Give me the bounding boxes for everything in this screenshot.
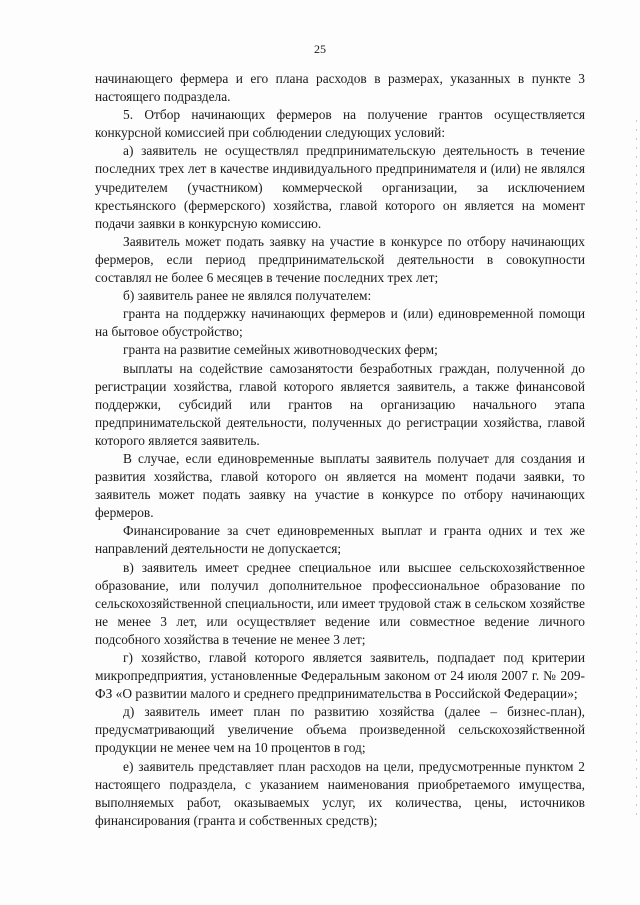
paragraph-condition-d: д) заявитель имеет план по развитию хозяйства (далее – бизнес-план), предусматривающий увеличение объема произведенной сельскохозяйственной продукции не менее чем на 10 процентов в год; — [95, 704, 585, 756]
page-number: 25 — [314, 42, 326, 56]
paragraph-condition-e: е) заявитель представляет план расходов на цели, предусмотренные пунктом 2 настоящего подраздела, с указанием наименования приобретаемого имущества, выполняемых работ, оказываемых услуг, их количества, цены, источников финансирования (гранта и собственных средств); — [95, 758, 585, 828]
paragraph-condition-b-item-1: гранта на поддержку начинающих фермеров и (или) единовременной помощи на бытовое обустройство; — [95, 306, 585, 340]
paragraph-condition-a: а) заявитель не осуществлял предпринимательскую деятельность в течение последних трех лет в качестве индивидуального предпринимателя и (или) не являлся учредителем (участником) коммерческой организации, за исключением крестьянского (фермерского) хозяйства, главой которого он является на момент подачи заявки в конкурсную комиссию. — [95, 143, 585, 231]
scan-edge-mark — [636, 120, 637, 820]
document-body — [95, 70, 585, 830]
paragraph-condition-g: г) хозяйство, главой которого является заявитель, подпадает под критерии микропредприятия, установленные Федеральным законом от 24 июля 2007 г. № 209-ФЗ «О развитии малого и среднего предпринимательства в Российской Федерации»; — [95, 650, 585, 702]
paragraph-condition-a-note: Заявитель может подать заявку на участие в конкурсе по отбору начинающих фермеров, если период предпринимательской деятельности в совокупности составлял не более 6 месяцев в течение последних трех лет; — [95, 233, 585, 286]
paragraph-condition-v: в) заявитель имеет среднее специальное или высшее сельскохозяйственное образование, или получил дополнительное профессиональное образование по сельскохозяйственной специальности, или имеет трудовой стаж в сельском хозяйстве не менее 3 лет, или осуществляет ведение или совместное ведение личного подсобного хозяйства в течение не менее 3 лет; — [95, 559, 585, 647]
paragraph-condition-b-item-2: гранта на развитие семейных животноводческих ферм; — [123, 342, 438, 358]
paragraph-condition-b: б) заявитель ранее не являлся получателем: — [123, 288, 372, 304]
paragraph-clause-5: 5. Отбор начинающих фермеров на получение грантов осуществляется конкурсной комиссией при соблюдении следующих условий: — [95, 107, 585, 141]
paragraph-financing-note: Финансирование за счет единовременных выплат и гранта одних и тех же направлений деятельности не допускается; — [95, 523, 585, 557]
paragraph-single-payments: В случае, если единовременные выплаты заявитель получает для создания и развития хозяйства, главой которого он является на момент подачи заявки, то заявитель может подать заявку на участие в конкурсе по отбору начинающих фермеров. — [95, 450, 585, 521]
paragraph-continuation: начинающего фермера и его плана расходов в размерах, указанных в пункте 3 настоящего подраздела. — [95, 71, 585, 105]
paragraph-condition-b-item-3: выплаты на содействие самозанятости безработных граждан, полученной до регистрации хозяйства, главой которого является заявитель, а также финансовой поддержки, субсидий или грантов на организацию начального этапа предпринимательской деятельности, полученных до регистрации хозяйства, главой которого является заявитель. — [95, 360, 585, 448]
